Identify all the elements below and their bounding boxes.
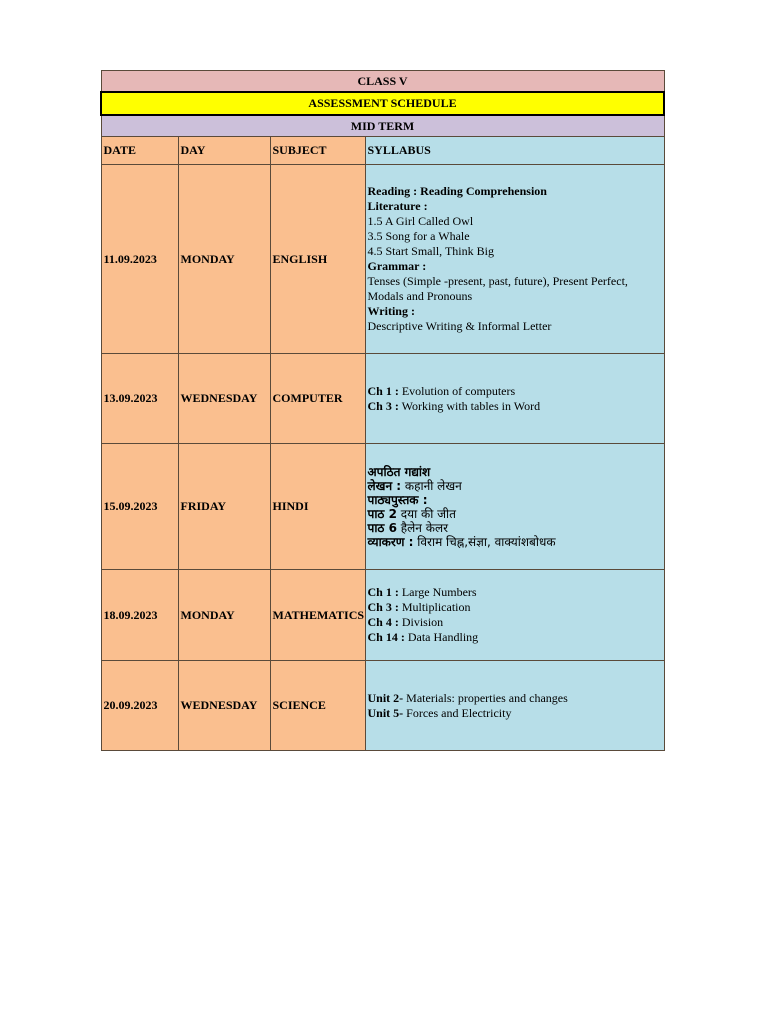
syllabus-text: Descriptive Writing & Informal Letter: [367, 319, 552, 333]
syllabus-text: Evolution of computers: [398, 383, 516, 398]
syllabus-text: दया की जीत: [396, 506, 456, 521]
row-day: MONDAY: [178, 570, 270, 661]
syllabus-label: Unit 5-: [367, 705, 404, 720]
syllabus-line: [368, 585, 662, 600]
schedule-title: ASSESSMENT SCHEDULE: [101, 92, 664, 115]
syllabus-text: 3.5 Song for a Whale: [367, 229, 470, 243]
syllabus-text: Division: [398, 615, 444, 629]
syllabus-line: [368, 199, 662, 214]
syllabus-label: पाठ्यपुस्तक :: [367, 492, 428, 507]
syllabus-label: Ch 1 :: [367, 585, 399, 599]
row-syllabus: [365, 165, 664, 354]
syllabus-line: [368, 214, 662, 229]
syllabus-line: [368, 319, 662, 334]
syllabus-text: Working with tables in Word: [398, 398, 541, 413]
syllabus-label: Reading : Reading Comprehension: [367, 184, 547, 198]
row-date: 20.09.2023: [101, 661, 178, 751]
syllabus-label: Ch 3 :: [367, 600, 399, 614]
syllabus-label: पाठ 2: [367, 506, 397, 521]
syllabus-line: [368, 259, 662, 274]
syllabus-label: Ch 14 :: [367, 630, 405, 644]
row-syllabus: [365, 661, 664, 751]
table-row: [101, 444, 664, 570]
row-day: MONDAY: [178, 165, 270, 354]
row-date: 11.09.2023: [101, 165, 178, 354]
syllabus-line: [368, 706, 662, 721]
class-title: CLASS V: [101, 71, 664, 93]
syllabus-line: [368, 507, 662, 521]
row-subject: SCIENCE: [270, 661, 365, 751]
syllabus-label: पाठ 6: [367, 520, 397, 535]
syllabus-line: [368, 521, 662, 535]
column-header-subject: SUBJECT: [270, 137, 365, 165]
row-date: 15.09.2023: [101, 444, 178, 570]
syllabus-line: [368, 304, 662, 319]
table-row: [101, 165, 664, 354]
syllabus-line: [368, 184, 662, 199]
syllabus-text: Multiplication: [398, 600, 471, 614]
table-row: [101, 354, 664, 444]
syllabus-line: [368, 535, 662, 549]
syllabus-line: [368, 229, 662, 244]
syllabus-text: Data Handling: [404, 630, 479, 644]
syllabus-label: Unit 2-: [367, 690, 404, 705]
row-syllabus: [365, 354, 664, 444]
column-header-date: DATE: [101, 137, 178, 165]
row-date: 13.09.2023: [101, 354, 178, 444]
syllabus-text: Forces and Electricity: [403, 705, 512, 720]
column-header-row: [101, 137, 664, 165]
syllabus-line: [368, 479, 662, 493]
syllabus-text: हैलेन केलर: [396, 520, 448, 535]
syllabus-label: Literature :: [367, 199, 428, 213]
table-row: [101, 661, 664, 751]
row-day: FRIDAY: [178, 444, 270, 570]
syllabus-line: [368, 465, 662, 479]
syllabus-text: Large Numbers: [398, 585, 477, 599]
syllabus-line: [368, 493, 662, 507]
syllabus-text: 4.5 Start Small, Think Big: [367, 244, 494, 258]
syllabus-line: [368, 600, 662, 615]
syllabus-label: Ch 3 :: [367, 398, 399, 413]
term-title: MID TERM: [101, 115, 664, 137]
syllabus-line: [368, 399, 662, 414]
assessment-schedule-table: [100, 70, 665, 751]
row-day: WEDNESDAY: [178, 354, 270, 444]
syllabus-line: [368, 630, 662, 645]
syllabus-text: कहानी लेखन: [401, 478, 462, 493]
syllabus-text: विराम चिह्न,संज्ञा, वाक्यांशबोधक: [413, 534, 556, 549]
row-subject: COMPUTER: [270, 354, 365, 444]
row-day: WEDNESDAY: [178, 661, 270, 751]
syllabus-label: Ch 1 :: [367, 383, 399, 398]
syllabus-label: Writing :: [367, 304, 415, 318]
syllabus-text: 1.5 A Girl Called Owl: [367, 214, 474, 228]
syllabus-line: [368, 384, 662, 399]
syllabus-line: [368, 244, 662, 259]
syllabus-label: Ch 4 :: [367, 615, 399, 629]
table-row: [101, 570, 664, 661]
syllabus-label: लेखन :: [367, 478, 402, 493]
row-subject: ENGLISH: [270, 165, 365, 354]
syllabus-text: Materials: properties and changes: [403, 690, 568, 705]
row-subject: HINDI: [270, 444, 365, 570]
syllabus-text: Tenses (Simple -present, past, future), Present Perfect, Modals and Pronouns: [367, 274, 628, 303]
column-header-day: DAY: [178, 137, 270, 165]
column-header-syllabus: SYLLABUS: [365, 137, 664, 165]
row-syllabus: [365, 570, 664, 661]
syllabus-line: [368, 274, 662, 304]
syllabus-label: व्याकरण :: [367, 534, 414, 549]
syllabus-label: अपठित गद्यांश: [367, 464, 431, 479]
syllabus-line: [368, 615, 662, 630]
row-date: 18.09.2023: [101, 570, 178, 661]
row-syllabus: [365, 444, 664, 570]
syllabus-line: [368, 691, 662, 706]
row-subject: MATHEMATICS: [270, 570, 365, 661]
syllabus-label: Grammar :: [367, 259, 427, 273]
